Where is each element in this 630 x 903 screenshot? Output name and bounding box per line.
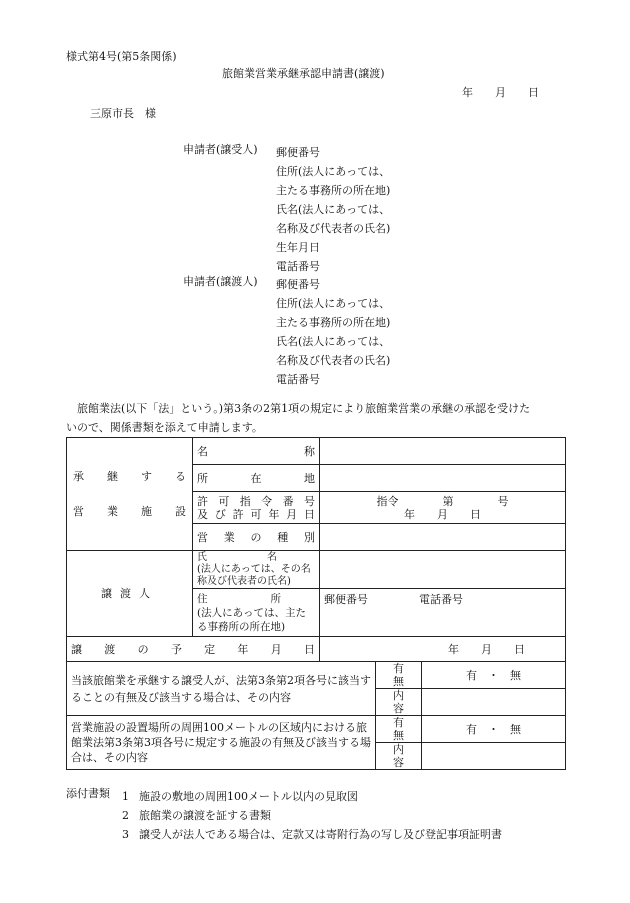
assignor-contact-cell[interactable] [320,589,566,637]
attachment-item: 2 旅館業の譲渡を証する書類 [122,809,271,822]
assignor-field: 名称及び代表者の氏名) [276,354,391,367]
attachment-item: 3 譲受人が法人である場合は、定款又は寄附行為の写し及び登記事項証明書 [122,828,502,841]
attachments-label: 添付書類 [66,787,110,800]
q2-presence-value[interactable]: 有 ・ 無 [422,716,566,743]
assignor-name-label-cell [193,551,320,589]
q1-content-label: 内 容 [376,689,422,716]
transfer-date-label-cell [67,637,320,662]
assignee-label: 申請者(譲受人) [183,143,258,156]
assignee-field: 電話番号 [276,260,320,273]
name-value[interactable] [320,438,566,465]
assignor-field: 氏名(法人にあっては、 [276,335,391,348]
postal-code-label: 郵便番号 [324,593,368,606]
assignee-field: 生年月日 [276,241,320,254]
assignor-address-sub: (法人にあっては、主たる事務所の所在地) [197,606,306,633]
assignor-field: 住所(法人にあっては、 [276,297,391,310]
q2-content-label: 内 容 [376,743,422,770]
name-label-cell [193,438,320,465]
attachment-item: 1 施設の敷地の周囲100メートル以内の見取図 [122,790,358,803]
q1-content-value[interactable] [422,689,566,716]
date-line: 年 月 日 [462,86,539,99]
business-type-value[interactable] [320,524,566,551]
q1-presence-label: 有 無 [376,662,422,689]
location-label: 所 在 地 [197,471,315,485]
application-table [66,437,566,770]
assignor-field: 主たる事務所の所在地) [276,316,391,329]
assignee-field: 名称及び代表者の氏名) [276,222,391,235]
location-label-cell [193,465,320,492]
assignor-name-value[interactable] [320,551,566,589]
assignor-field: 郵便番号 [276,278,320,291]
q2-content-value[interactable] [422,743,566,770]
q1-text: 当該旅館業を承継する譲受人が、法第3条第2項各号に該当することの有無及び該当する場合は、その内容 [67,662,376,716]
location-value[interactable] [320,465,566,492]
attachments-list [122,787,502,844]
assignor-fields [276,275,390,389]
form-title: 旅館業営業承継承認申請書(譲渡) [222,67,385,80]
assignor-field: 電話番号 [276,373,320,386]
assignee-field: 主たる事務所の所在地) [276,184,391,197]
transfer-date-value[interactable]: 年 月 日 [320,637,566,662]
q2-presence-label: 有 無 [376,716,422,743]
facility-group-line-1: 承 継 す る [73,470,186,483]
assignee-field: 住所(法人にあっては、 [276,165,391,178]
assignor-address-label: 住 所 [197,592,281,605]
assignee-fields [276,143,390,276]
assignor-label: 申請者(譲渡人) [183,275,258,288]
permit-value-cell[interactable] [320,492,566,524]
assignee-field: 郵便番号 [276,146,320,159]
assignor-group: 譲渡人 [67,551,193,637]
permit-label-line-1: 許 可 指 令 番 号 [197,494,315,508]
phone-label: 電話番号 [419,593,463,606]
q2-text: 営業施設の設置場所の周囲100メートルの区域内における旅館業法第3条第3項各号に規定する施設の有無及び該当する場合は、その内容 [67,716,376,770]
business-type-label-cell [193,524,320,551]
q1-presence-value[interactable]: 有 ・ 無 [422,662,566,689]
addressee: 三原市長 様 [90,107,156,120]
business-type-label: 営 業 の 種 別 [197,530,315,544]
assignor-address-label-cell [193,589,320,637]
permit-label-cell [193,492,320,524]
form-number: 様式第4号(第5条関係) [66,50,177,63]
permit-label-line-2: 及 び 許 可 年 月 日 [197,507,315,521]
assignor-name-sub: (法人にあっては、その名称及び代表者の氏名) [197,563,311,587]
facility-group-line-2: 営 業 施 設 [73,505,186,518]
assignor-name-label: 氏 名 [197,551,277,563]
facility-group-cell [67,438,193,551]
permit-value-line-1: 指令 第 号 [376,494,509,508]
name-label: 名 称 [197,444,315,458]
permit-value-line-2: 年 月 日 [404,507,481,521]
transfer-date-label: 譲 渡 の 予 定 年 月 日 [71,642,315,656]
intro-line-1: 旅館業法(以下「法」という。)第3条の2第1項の規定により旅館業営業の承継の承認を受けた [77,402,531,415]
assignee-field: 氏名(法人にあっては、 [276,203,391,216]
intro-line-2: いので、関係書類を添えて申請します。 [66,421,263,434]
